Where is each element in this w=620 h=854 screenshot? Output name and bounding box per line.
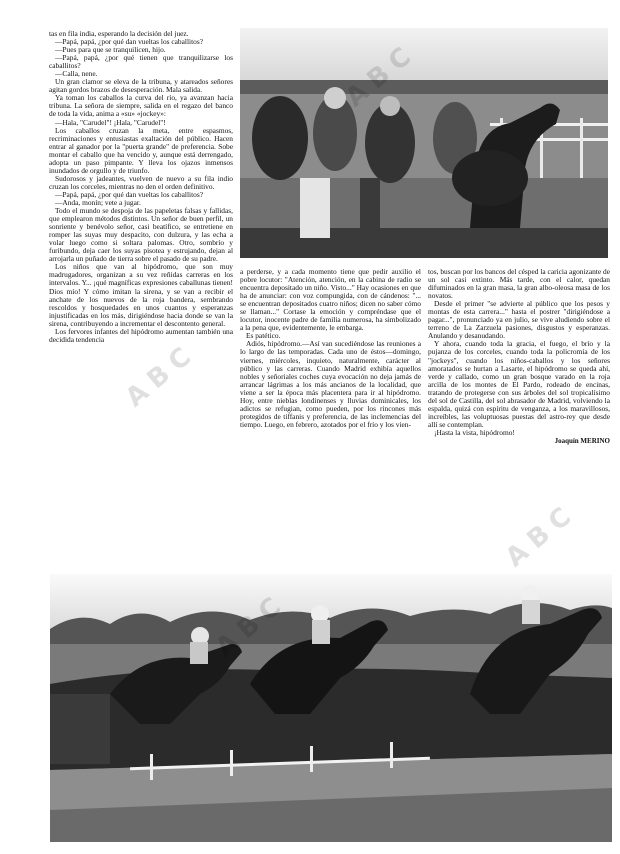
watermark: ABC: [500, 496, 583, 574]
paragraph: Un gran clamor se eleva de la tribuna, y atareados señores agitan gordos brazos de desesperación. Mala salida.: [49, 77, 233, 95]
paragraph: —Papá, papá, ¿por qué dan vueltas los caballitos?: [55, 37, 203, 47]
steeplechase-photo: [50, 574, 612, 842]
article-column-2: [240, 268, 421, 530]
paragraph: Los fervores infantes del hipódromo aumentan también una decidida tendencia: [49, 326, 233, 344]
paragraph: —Calla, nene.: [55, 69, 98, 79]
paragraph: —Papá, papá, ¿por qué tienen que tranquilizarse los caballitos?: [49, 53, 233, 71]
paragraph: tos, buscan por los bancos del césped la caricia agonizante de un sol casi extinto. Más tarde, con el calor, quedan difuminados en la gran masa, la gran albo-oleosa masa de los novatos.: [428, 268, 610, 301]
paragraph: Los caballos cruzan la meta, entre espasmos, recriminaciones y entusiastas exaltación del público. Hacen entrar al ganador por la "puerta grande" de preferencia. Sobe montar el caballo que ha vencido y, aunque está derrengado, adopta un paso pimpante. Y lleva los ojazos inmensos inundados de orgullo y de triunfo.: [49, 125, 233, 175]
author-signature: Joaquín MERINO: [554, 436, 610, 445]
paragraph: Sudorosos y jadeantes, vuelven de nuevo a su fila indio cruzan los corceles, mientras no den el orden definitivo.: [49, 173, 233, 191]
paragraph: —Papá, papá, ¿por qué dan vueltas los caballitos?: [55, 189, 203, 199]
paragraph: Los niños que van al hipódromo, que son muy madrugadores, organizan a su vez reñidas carreras en los intervalos. Y... ¡qué magníficas expresiones caballunas tienen! Dios mío! Y cómo imitan la sirena, y se van a recibir el anchate de los nuevos de la roja bandera, sembrando rescoldos y hosquedades en unos cuantos y esperanzas injustificadas en los más, dirigiéndose hacia donde se van la sirena, contribuyendo a incrementar el descontento general.: [49, 262, 233, 328]
paragraph: Todo el mundo se despoja de las papeletas falsas y fallidas, que emplearon métodos distintos. Un señor de buen perfil, un sonriente y benévolo señor, casi beatífico, se entretiene en romper las suyas muy despacito, con dulzura, y las echa a volar luego como si soltara palomas. Otro, sombrío y furibundo, deja caer los suyas pisotea y estrujando, dejan al arrojarla un puñado de tierra sobre el pasado de su padre.: [49, 206, 233, 264]
closing-line: ¡Hasta la vista, hipódromo!: [434, 427, 515, 437]
paragraph: —Anda, monín; vete a jugar.: [55, 197, 141, 207]
article-column-1: [49, 30, 233, 538]
paragraph: —Pues para que se tranquilicen, hijo.: [55, 45, 166, 55]
watermark: ABC: [120, 336, 203, 414]
paragraph: —Hala, "Carudel"! ¡Hala, "Carudel"!: [55, 117, 166, 127]
paragraph: a perderse, y a cada momento tiene que pedir auxilio el pobre locutor: "Atención, atención, en la cabina de radio se encuentra depositado un niño. Visto..." Hay ocasiones en que ha de anunciar: con voz compungida, con de cándenos: "... se encuentran depositados cuatro niños; dicen no saber cómo se llaman..." Cortase la emoción y compréndase que el locutor, inocente padre de familia numerosa, ha simbolizado a la pena que, evidentemente, le embarga.: [240, 268, 421, 333]
paragraph: tas en fila india, esperando la decisión del juez.: [49, 30, 189, 38]
paddock-photo: [240, 28, 608, 258]
paragraph: Es patético.: [246, 331, 281, 341]
paragraph: Y ahora, cuando toda la gracia, el fuego, el brío y la pujanza de los corceles, cuando toda la policromía de los "jockeys", cuando los niños-caballos y los señores amoratados se hurtan a Lasarte, el hipódromo se queda ahí, verde y callado, como un gran bosque varado en la roja arcilla de los montes de El Pardo, rodeado de encinas, tratando de protegerse con sus árboles del sol tropicalísimo del sol de Castilla, del sol abrasador de Madrid, volviendo la espalda, quizá con espíritu de venganza, a los maravillosos, increíbles, las voluptuosas puestas del astro-rey que desde allí se contemplan.: [428, 339, 610, 429]
paragraph: Ya toman los caballos la curva del río, ya avanzan hacia tribuna. La señora de siempre, salida en el regazo del banco de toda la vida, anima a «su» «jockey»:: [49, 93, 233, 119]
paragraph: Desde el primer "se advierte al público que los pesos y montas de esta carrera..." hasta el postrer "dirigiéndose a pagar...", pronunciado ya en julio, se vive aludiendo sobre el terreno de La Zarzuela pasiones, disgustos y esperanzas. Anulando y desanudando.: [428, 299, 610, 341]
paragraph: Adiós, hipódromo.—Así van sucediéndose las reuniones a lo largo de las temporadas. Cada uno de éstos—domingo, viernes, miércoles, inquieto, naturalmente, carácter al público y las carreras. Cuando Madrid exhibía aquellos nobles y señoriales coches cuya evocación no deja jamás de arrancar lágrimas a los más ancianos de la localidad, que viene a ser la época más placentera para ir al hipódromo. Hoy, entre nieblas londinenses y lluvias dominicales, los adictos se refugian, como pueden, por los rincones más protegidos de tiffanis y preferencia, de las inclemencias del tiempo. Luego, en febrero, azotados por el frío y los vien-: [240, 339, 421, 429]
article-column-3: [428, 268, 610, 534]
